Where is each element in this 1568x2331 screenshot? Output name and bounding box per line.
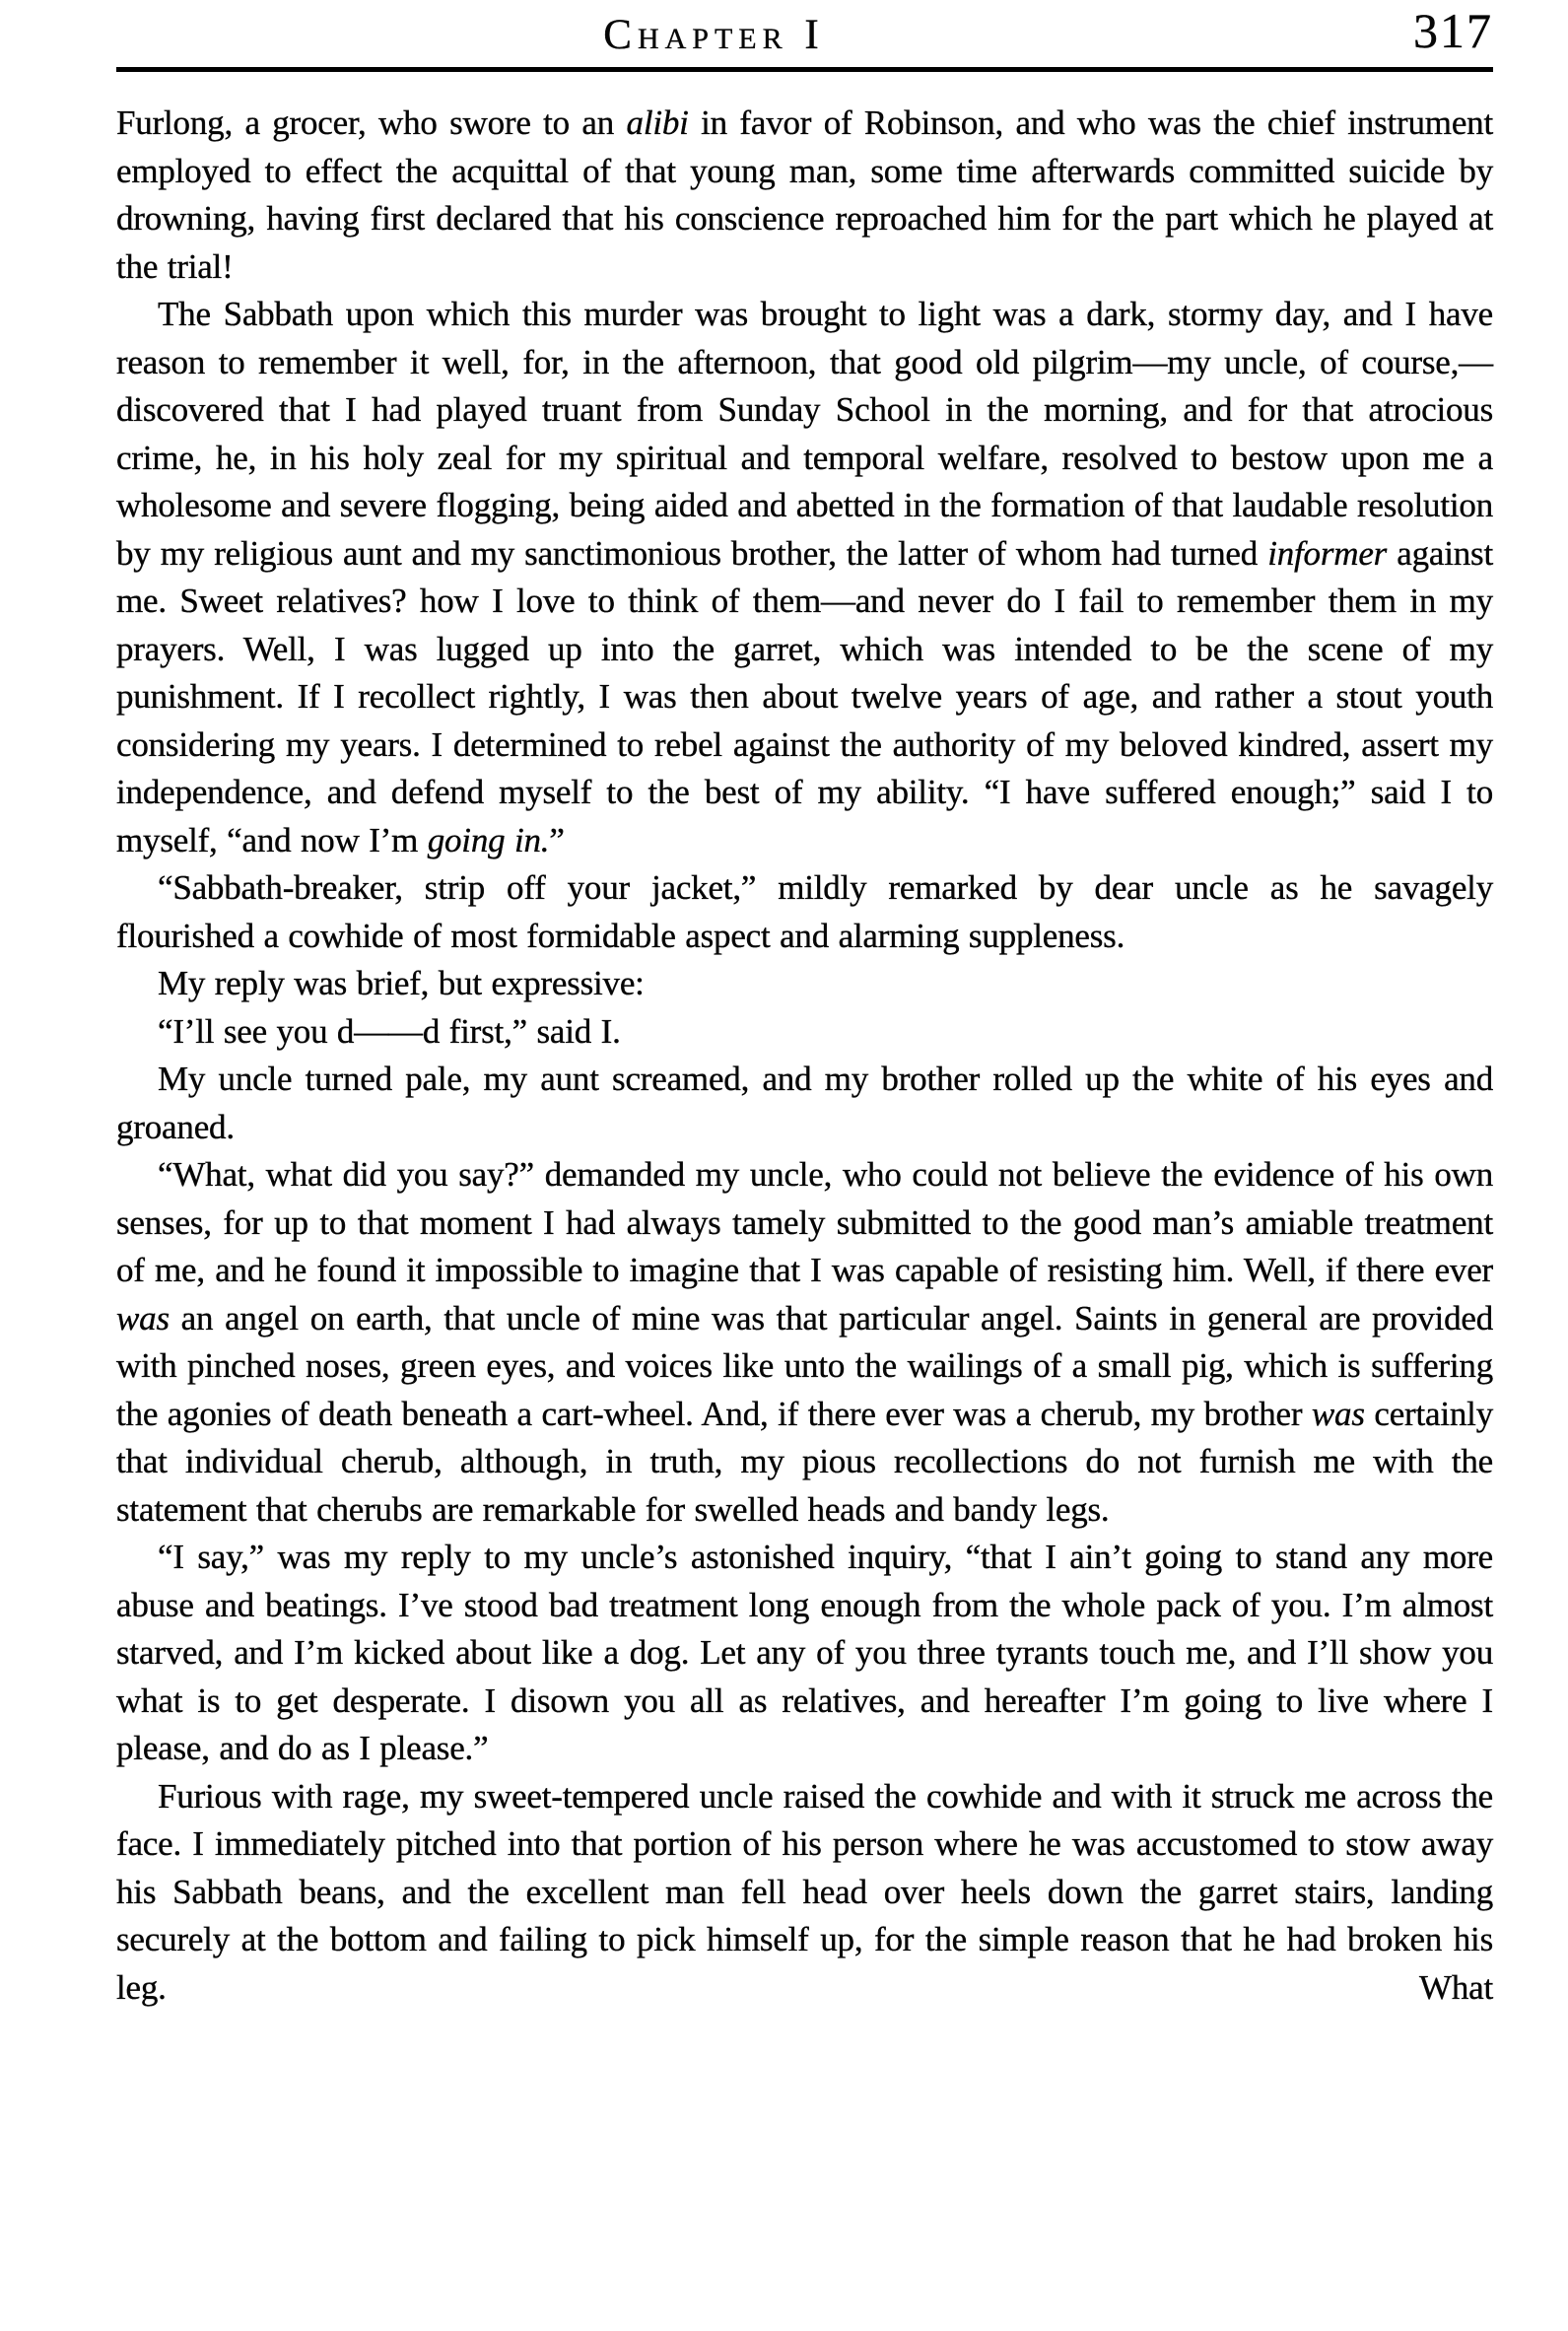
body-text: certainly that individual cherub, although, in truth, my pious recollections do not furnish me with the statement that cherubs are remarkable for swelled heads and bandy legs. bbox=[116, 1394, 1493, 1529]
italic-text: informer bbox=[1267, 533, 1388, 573]
italic-text: going in. bbox=[427, 820, 550, 859]
body-text: “What, what did you say?” demanded my uncle, who could not believe the evidence of his own senses, for up to that moment I had always tamely submitted to the good man’s amiable treatment of me, and he found it impossible to imagine that I was capable of resisting him. Well, if there ever bbox=[116, 1155, 1493, 1289]
body-text: “I’ll see you d——d first,” said I. bbox=[158, 1011, 621, 1051]
italic-text: alibi bbox=[626, 103, 689, 142]
paragraph bbox=[116, 960, 1493, 1008]
body-text: My reply was brief, but expressive: bbox=[158, 964, 645, 1002]
body-text: “I say,” was my reply to my uncle’s astonished inquiry, “that I ain’t going to stand any more abuse and beatings. I’ve stood bad treatment long enough from the whole pack of you. I’m almost starved, and I’m kicked about like a dog. Let any of you three tyrants touch me, and I’ll show you what is to get desperate. I disown you all as relatives, and hereafter I’m going to live where I please, and do as I please.” bbox=[116, 1538, 1493, 1767]
header-rule bbox=[116, 67, 1493, 72]
paragraph bbox=[116, 1056, 1493, 1151]
paragraph bbox=[116, 1534, 1493, 1773]
body-text: Furious with rage, my sweet-tempered uncle raised the cowhide and with it struck me across the face. I immediately pitched into that portion of his person where he was accustomed to stow away his Sabbath beans, and the excellent man fell head over heels down the garret stairs, landing securely at the bottom and failing to pick himself up, for the simple reason that he had broken his leg. What bbox=[116, 1776, 1493, 2007]
chapter-title: Chapter I bbox=[603, 12, 825, 58]
paragraph bbox=[116, 1008, 1493, 1057]
paragraph bbox=[116, 864, 1493, 960]
body-text: The Sabbath upon which this murder was brought to light was a dark, stormy day, and I have reason to remember it well, for, in the afternoon, that good old pilgrim—my uncle, of course,—discovered that I had played truant from Sunday School in the morning, and for that atrocious crime, he, in his holy zeal for my spiritual and temporal welfare, resolved to bestow upon me a wholesome and severe flogging, being aided and abetted in the formation of that laudable resolution by my religious aunt and my sanctimonious brother, the latter of whom had turned bbox=[116, 295, 1493, 573]
italic-text: was bbox=[116, 1298, 170, 1337]
body-text: My uncle turned pale, my aunt screamed, and my brother rolled up the white of his eyes and groaned. bbox=[116, 1060, 1493, 1146]
page-number: 317 bbox=[1413, 3, 1493, 58]
italic-text: was bbox=[1311, 1394, 1365, 1433]
page-header bbox=[116, 3, 1493, 61]
body-text: against me. Sweet relatives? how I love to think of them—and never do I fail to remember them in my prayers. Well, I was lugged up into the garret, which was intended to be the scene of my punishment. If I recollect rightly, I was then about twelve years of age, and rather a stout youth considering my years. I determined to rebel against the authority of my beloved kindred, assert my independence, and defend myself to the best of my ability. “I have suffered enough;” said I to myself, “and now I’m bbox=[116, 533, 1493, 859]
paragraph bbox=[116, 1151, 1493, 1534]
paragraph bbox=[116, 100, 1493, 291]
body-text: Furlong, a grocer, who swore to an bbox=[116, 103, 627, 142]
paragraph bbox=[116, 1773, 1493, 2013]
page-body bbox=[116, 100, 1493, 2012]
body-text: an angel on earth, that uncle of mine was that particular angel. Saints in general are provided with pinched noses, green eyes, and voices like unto the wailings of a small pig, which is suffering the agonies of death beneath a cart-wheel. And, if there ever was a cherub, my brother bbox=[116, 1298, 1493, 1433]
paragraph bbox=[116, 291, 1493, 864]
body-text: “Sabbath-breaker, strip off your jacket,” mildly remarked by dear uncle as he savagely flourished a cowhide of most formidable aspect and alarming suppleness. bbox=[116, 868, 1493, 955]
body-text: in favor of Robinson, and who was the chief instrument employed to effect the acquittal of that young man, some time afterwards committed suicide by drowning, having first declared that his conscience reproached him for the part which he played at the trial! bbox=[116, 103, 1493, 286]
body-text: ” bbox=[549, 820, 565, 859]
